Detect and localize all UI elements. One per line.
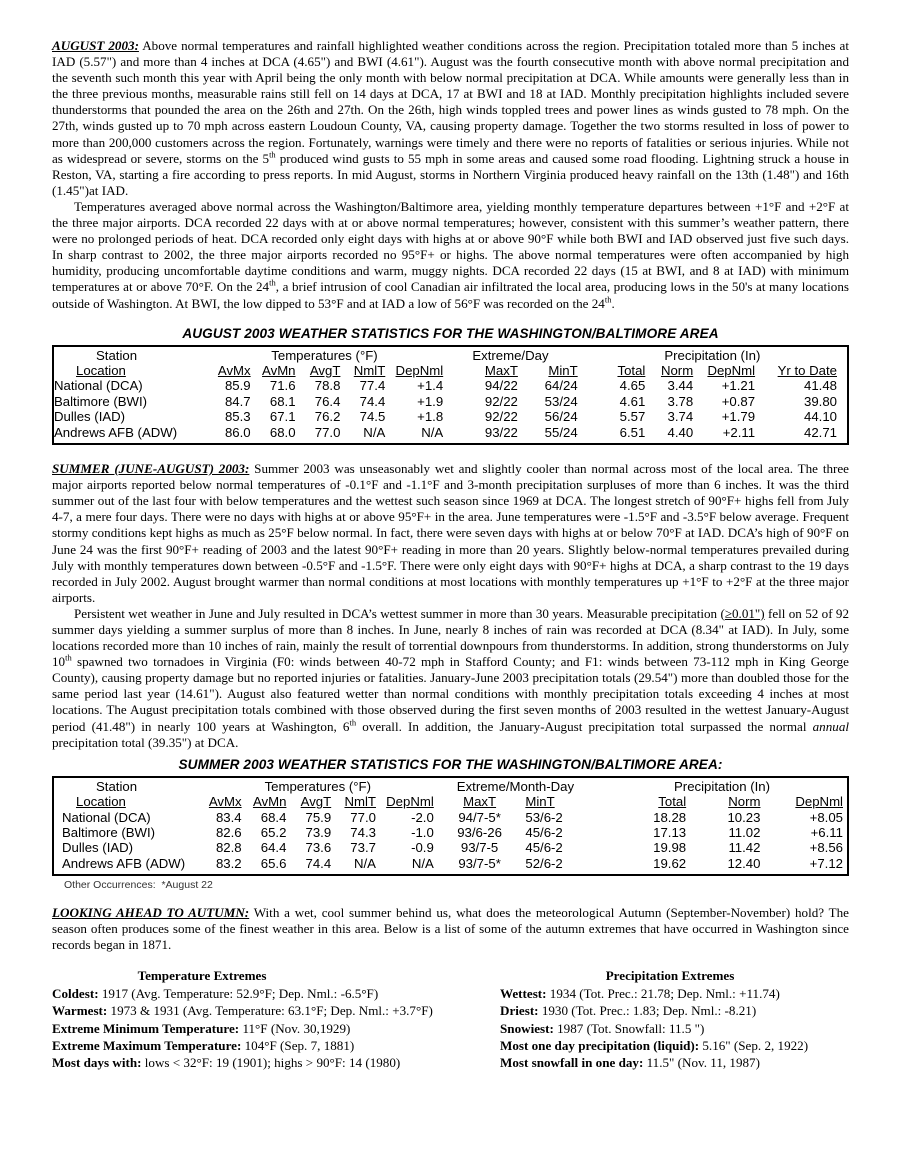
august-paragraph-2: Temperatures averaged above normal across the Washington/Baltimore area, yielding monthly temperature departures between +1°F and +2°F at the three major airports. DCA recorded 22 days with at or above normal temperatures; however, consistent with this summer’s weather pattern, there were no prolonged periods of heat. DCA recorded only eight days with highs at or above 90°F while both BWI and IAD observed just five such days. In sharp contrast to 2002, the three major airports recorded no 95°F+ or highs. The above normal temperatures were often accompanied by high humidity, producing uncomfortable daytime conditions and warm, muggy nights. DCA recorded 22 days (15 at BWI, and 8 at IAD) with minimum temperatures at or above 70°F. On the 24th, a brief intrusion of cool Canadian air infiltrated the local area, producing lows in the 50's at many locations outside of Washington. At BWI, the low dipped to 53°F and at IAD a low of 56°F was recorded on the 24th.: [52, 198, 849, 311]
temperature-extremes-list: [52, 967, 492, 1071]
autumn-heading: LOOKING AHEAD TO AUTUMN:: [52, 905, 250, 921]
station-cell: Baltimore (BWI): [54, 393, 148, 409]
list-item: Most snowfall in one day: 11.5" (Nov. 11, 1987): [500, 1055, 760, 1071]
extreme-group-label: Extreme/Month-Day: [456, 778, 575, 794]
column-header: Location: [76, 794, 126, 810]
column-header: NmlT: [344, 794, 376, 810]
precip-group-label: Precipitation (In): [664, 347, 761, 363]
extreme-group-label: Extreme/Day: [472, 347, 549, 363]
column-header: AvgT: [300, 794, 332, 810]
summer-stats-table: [52, 776, 849, 876]
summer-paragraph-1: SUMMER (JUNE-AUGUST) 2003: Summer 2003 was unseasonably wet and slightly cooler than normal across most of the local area. The three major airports reported below normal temperatures of -0.1°F and -1.1°F and 3-month precipitation surpluses of more than 6 inches. It was the third summer out of the last four with below temperatures and the wettest such season since 1969 at DCA. The longest stretch of 90°F+ highs fell from July 4-7, a mere four days. There were no days with highs at or above 95°F+ in the area. June temperatures were -1.5°F and -3.5°F below average. Frequent stormy conditions kept highs as much as 25°F below normal. In fact, there were seven days with highs at or below 70°F at IAD. DCA’s high of 90°F on June 24 was the first 90°F+ reading of 2003 and the latest 90°F+ reading in more than 20 years. Slightly below-normal temperatures prevailed during July with monthly temperatures down between -0.5°F and -1.5°F. There were only eight days with 90°F+ highs at DCA, a sharp contrast to the 19 days recorded in July 2002. August brought warmer than normal conditions at most locations with monthly temperatures up +1°F to +2°F at the three major airports.: [52, 461, 849, 605]
list-item: Extreme Maximum Temperature: 104°F (Sep. 7, 1881): [52, 1038, 355, 1054]
column-header: DepNml: [386, 794, 434, 810]
august-stats-table: [52, 345, 849, 445]
column-header: DepNml: [795, 794, 843, 810]
precipitation-extremes-list: [500, 967, 849, 1071]
table-row: Andrews AFB (ADW) 83.2 65.6 74.4 N/A N/A 93/7-5* 52/6-2 19.62 12.40 +7.12: [54, 856, 847, 871]
column-header: AvMx: [217, 363, 251, 378]
table-row: Dulles (IAD) 85.3 67.1 76.2 74.5 +1.8 92/22 56/24 5.57 3.74 +1.79 44.10: [54, 409, 837, 425]
table-row: Baltimore (BWI) 82.6 65.2 73.9 74.3 -1.0 93/6-26 45/6-2 17.13 11.02 +6.11: [54, 825, 847, 840]
newsletter-page: [52, 38, 849, 1077]
station-cell: National (DCA): [62, 809, 151, 825]
column-header: MaxT: [484, 363, 518, 378]
station-cell: National (DCA): [54, 378, 143, 394]
column-header: AvMn: [262, 363, 296, 378]
autumn-paragraph: LOOKING AHEAD TO AUTUMN: With a wet, cool summer behind us, what does the meteorological Autumn (September-November) hold? The season often produces some of the finest weather in this area. Below is a list of some of the autumn extremes that have occurred in Washington since records began in 1871.: [52, 905, 849, 953]
august-table-group-row: [54, 348, 847, 363]
summer-heading: SUMMER (JUNE-AUGUST) 2003:: [52, 461, 250, 477]
temps-group-label: Temperatures (°F): [271, 347, 378, 363]
august-table-header-row: [54, 363, 847, 378]
column-header: Yr to Date: [777, 363, 837, 378]
station-group-label: Station: [96, 778, 138, 794]
summer-table-header-row: [54, 794, 847, 809]
table-row: Andrews AFB (ADW) 86.0 68.0 77.0 N/A N/A 93/22 55/24 6.51 4.40 +2.11 42.71: [54, 424, 837, 440]
table-row: National (DCA) 85.9 71.6 78.8 77.4 +1.4 94/22 64/24 4.65 3.44 +1.21 41.48: [54, 378, 837, 394]
column-header: AvMn: [252, 794, 287, 810]
column-header: Norm: [660, 363, 694, 378]
column-header: MinT: [548, 363, 578, 378]
column-header: NmlT: [353, 363, 386, 378]
column-header: DepNml: [707, 363, 756, 378]
column-header: Location: [76, 363, 126, 378]
column-header: MinT: [525, 794, 555, 810]
list-item: Extreme Minimum Temperature: 11°F (Nov. 30,1929): [52, 1020, 351, 1036]
column-header: Total: [617, 363, 646, 378]
precipitation-extremes-title: Precipitation Extremes: [605, 968, 735, 984]
table-row: Dulles (IAD) 82.8 64.4 73.6 73.7 -0.9 93/7-5 45/6-2 19.98 11.42 +8.56: [54, 840, 847, 855]
august-heading: AUGUST 2003:: [52, 38, 139, 53]
autumn-extremes: [52, 967, 849, 1077]
list-item: Wettest: 1934 (Tot. Prec.: 21.78; Dep. Nml.: +11.74): [500, 985, 780, 1001]
column-header: AvgT: [309, 363, 341, 378]
column-header: Total: [658, 794, 687, 810]
other-occurrences-note: Other Occurrences: *August 22: [64, 879, 213, 892]
station-cell: Baltimore (BWI): [62, 824, 156, 840]
list-item: Most days with: lows < 32°F: 19 (1901); highs > 90°F: 14 (1980): [52, 1055, 401, 1071]
station-group-label: Station: [96, 347, 138, 363]
list-item: Warmest: 1973 & 1931 (Avg. Temperature: 63.1°F; Dep. Nml.: +3.7°F): [52, 1003, 433, 1019]
temperature-extremes-title: Temperature Extremes: [137, 968, 267, 984]
column-header: AvMx: [208, 794, 242, 810]
station-cell: Dulles (IAD): [54, 409, 126, 425]
list-item: Coldest: 1917 (Avg. Temperature: 52.9°F; Dep. Nml.: -6.5°F): [52, 985, 379, 1001]
station-cell: Andrews AFB (ADW): [54, 424, 178, 440]
august-paragraph-1: AUGUST 2003: Above normal temperatures and rainfall highlighted weather conditions across the region. Precipitation totaled more than 5 inches at IAD (5.57") and more than 4 inches at DCA (4.65") and BWI (4.61"). August was the fourth consecutive month with above normal precipitation and the seventh such month this year with April being the only month with below normal precipitation at DCA. While amounts were generally less than in the three previous months, measurable rains still fell on 14 days at DCA, 17 at BWI and 18 at IAD. Monthly precipitation highlights included severe thunderstorms that pounded the area on the 26th and 27th. On the 26th, high winds toppled trees and power lines as winds gusted to 78 mph. On the 27th, winds gusted up to 70 mph across eastern Loudoun County, VA, causing property damage. Together the two storms resulted in loss of power to more than 200,000 customers across the region. Fortunately, warnings were timely and there were no reports of fatalities or serious injuries. While not as widespread or severe, storms on the 5th produced wind gusts to 55 mph in some areas and caused some road flooding. Lightning struck a house in Reston, VA, starting a fire according to press reports. In mid August, storms in Northern Virginia produced heavy rainfall on the 13th (1.48") and 16th (1.45")at IAD.: [52, 38, 850, 198]
list-item: Most one day precipitation (liquid): 5.16" (Sep. 2, 1922): [500, 1038, 809, 1054]
temps-group-label: Temperatures (°F): [264, 778, 371, 794]
summer-paragraph-2: Persistent wet weather in June and July resulted in DCA’s wettest summer in more than 30 years. Measurable precipitation (≥0.01") fell on 52 of 92 summer days yielding a summer surplus of more than 8 inches. In June, nearly 8 inches of rain was recorded at DCA (8.34" at IAD). In July, some locations recorded more than 10 inches of rain, mainly the result of torrential downpours from thunderstorms. In addition, strong thunderstorms on July 10th spawned two tornadoes in Virginia (F0: winds between 40-72 mph in Stafford County; and F1: winds between 73-112 mph in King George County), causing property damage but no reported injuries or fatalities. January-June 2003 precipitation totals (29.54") more than doubled those for the same period last year (14.61"). August also featured wetter than normal conditions with monthly precipitation totals exceeding 4 inches at most locations. The August precipitation totals combined with those observed during the first seven months of 2003 resulted in the wettest January-August period (41.48") in nearly 100 years at Washington, 6th overall. In addition, the January-August precipitation total surpassed the normal annual precipitation total (39.35") at DCA.: [52, 605, 849, 750]
column-header: DepNml: [395, 363, 444, 378]
summer-table-group-row: [54, 779, 847, 794]
list-item: Snowiest: 1987 (Tot. Snowfall: 11.5 "): [500, 1020, 705, 1036]
station-cell: Dulles (IAD): [62, 840, 134, 856]
table-row: Baltimore (BWI) 84.7 68.1 76.4 74.4 +1.9 92/22 53/24 4.61 3.78 +0.87 39.80: [54, 393, 837, 409]
august-table-title: AUGUST 2003 WEATHER STATISTICS FOR THE WASHINGTON/BALTIMORE AREA: [182, 325, 719, 341]
column-header: Norm: [728, 794, 761, 810]
column-header: MaxT: [463, 794, 497, 810]
station-cell: Andrews AFB (ADW): [62, 855, 186, 871]
precip-group-label: Precipitation (In): [674, 778, 771, 794]
table-row: National (DCA) 83.4 68.4 75.9 77.0 -2.0 94/7-5* 53/6-2 18.28 10.23 +8.05: [54, 810, 847, 825]
summer-table-title: SUMMER 2003 WEATHER STATISTICS FOR THE WASHINGTON/BALTIMORE AREA:: [178, 756, 723, 772]
list-item: Driest: 1930 (Tot. Prec.: 1.83; Dep. Nml.: -8.21): [500, 1003, 757, 1019]
